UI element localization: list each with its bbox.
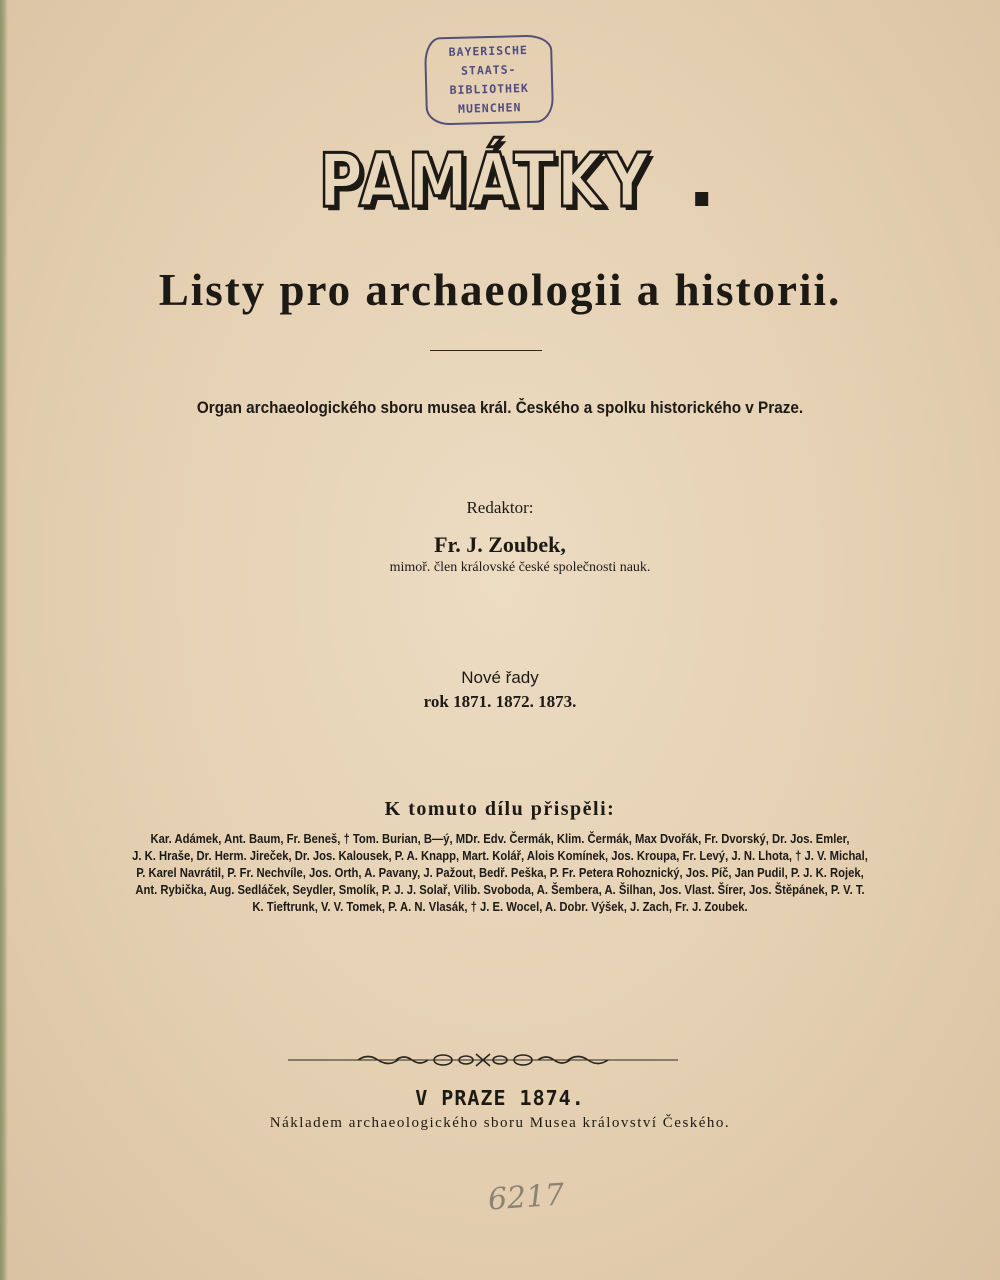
contributors-line: Kar. Adámek, Ant. Baum, Fr. Beneš, † Tom. Burian, B—ý, MDr. Edv. Čermák, Klim. Čermák, Max Dvořák, Fr. Dvorský, Dr. Jos. Emler, [150,832,850,846]
editor-name: Fr. J. Zoubek, [434,532,566,557]
journal-title [0,138,1000,224]
editor-role: mimoř. člen královské české společnosti nauk. [389,560,651,575]
stamp-line: BAYERISCHE [448,42,529,60]
contributors-heading: K tomuto dílu přispěli: [384,798,616,820]
stamp-line: MUENCHEN [457,100,522,116]
ornament-rule [288,1050,678,1070]
stamp-line: BIBLIOTHEK [449,80,530,98]
library-stamp [424,34,554,125]
imprint-publisher: Nákladem archaeologického sboru Musea království Českého. [269,1115,731,1131]
contributors-list [70,831,930,916]
organ-statement: Organ archaeologického sboru musea král. Českého a spolku historického v Praze. [196,398,804,417]
contributors-line: Ant. Rybička, Aug. Sedláček, Seydler, Smolík, P. J. J. Solař, Vilib. Svoboda, A. Šembera, A. Šilhan, Jos. Vlast. Šírer, Jos. Štěpánek, P. V. T. [135,883,865,897]
journal-subtitle: Listy pro archaeologii a historii. [158,265,842,315]
stamp-line: STAATS- [460,62,517,78]
journal-title-text: PAMÁTKY [318,138,652,224]
contributors-line: P. Karel Navrátil, P. Fr. Nechvíle, Jos. Orth, A. Pavany, J. Pažout, Bedř. Peška, P. Fr. Petera Rohoznický, Jos. Píč, Jan Pudil, P. J. K. Rojek, [136,866,864,880]
series-label: Nové řady [461,668,539,687]
imprint-place: V PRAZE 1874. [415,1086,585,1110]
contributors-line: J. K. Hraše, Dr. Herm. Jireček, Dr. Jos. Kalousek, P. A. Knapp, Mart. Kolář, Alois Komínek, Jos. Kroupa, Fr. Levý, J. N. Lhota, † J. V. Michal, [132,849,868,863]
divider-rule [430,350,542,351]
handwritten-shelfmark: 6217 [486,1177,566,1218]
series-years: rok 1871. 1872. 1873. [423,692,577,711]
journal-title-period: . [687,138,718,224]
editor-label: Redaktor: [466,498,534,517]
contributors-line: K. Tieftrunk, V. V. Tomek, P. A. N. Vlasák, † J. E. Wocel, A. Dobr. Výšek, J. Zach, Fr. J. Zoubek. [252,900,748,914]
